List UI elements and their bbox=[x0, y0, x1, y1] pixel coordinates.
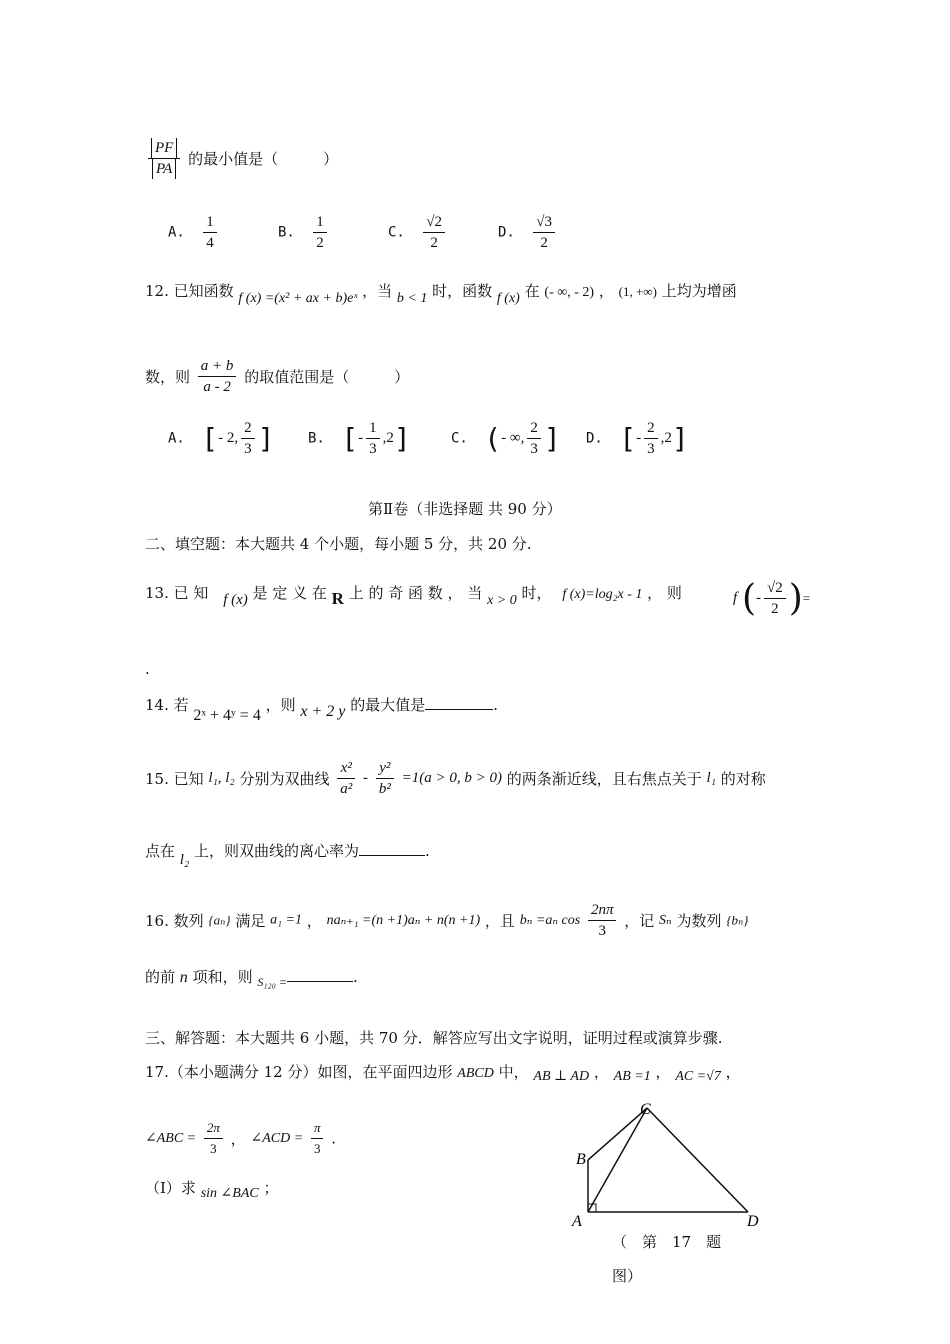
q17-figure-caption1: （ 第 17 题 bbox=[612, 1233, 722, 1251]
q11-option-b[interactable] bbox=[278, 212, 330, 253]
q12-options bbox=[168, 418, 688, 464]
option-fraction: $\frac{1}{2}$ bbox=[313, 212, 327, 253]
q12-option-a[interactable]: A. [- 2, $\frac{2}{3}$ ] bbox=[168, 420, 275, 457]
q12-option-c[interactable]: C. (- ∞, $\frac{2}{3}$ ] bbox=[451, 420, 561, 457]
option-fraction: $\frac{√2}{2}$ bbox=[423, 212, 445, 253]
option-fraction: $\frac{1}{4}$ bbox=[203, 212, 217, 253]
q12-fraction: $\frac{a + b}{a - 2}$ bbox=[198, 356, 237, 397]
q14-line: 14. 若 2ˣ + 4ʸ = 4 ，则 x + 2 y 的最大值是 . bbox=[145, 696, 498, 724]
q17-part1: （Ⅰ）求 sin ∠BAC ； bbox=[145, 1179, 279, 1201]
option-label: D. bbox=[498, 224, 515, 241]
q17-figure-caption2: 图） bbox=[612, 1267, 643, 1285]
q15-answer-blank[interactable] bbox=[359, 841, 425, 856]
edge-ac bbox=[588, 1108, 647, 1212]
q13-eval: f (- $\frac{√2}{2}$ )= bbox=[733, 578, 811, 619]
q17-line1: 17.（本小题满分 12 分）如图，在平面四边形 ABCD 中， AB ⊥ AD ， AB =1 ， AC =√7 ， bbox=[145, 1063, 741, 1084]
q11-stem-text: 的最小值是（ ） bbox=[188, 150, 339, 168]
q13-dot: . bbox=[145, 660, 150, 678]
q11-ratio-den: PA bbox=[152, 159, 176, 179]
vertex-label-b: B bbox=[576, 1151, 586, 1168]
q16-line2: 的前 n 项和，则 $_{S_{120} =}$ . bbox=[145, 968, 358, 989]
q12-function: f (x) =(x² + ax + b)eˣ bbox=[238, 291, 358, 306]
option-fraction: $\frac{√3}{2}$ bbox=[533, 212, 555, 253]
q11-option-d[interactable] bbox=[498, 212, 558, 253]
section3-heading: 三、解答题：本大题共 6 小题，共 70 分．解答应写出文字说明，证明过程或演算步骤. bbox=[145, 1029, 723, 1047]
edge-bc bbox=[588, 1108, 647, 1160]
section2-heading: 二、填空题：本大题共 4 个小题，每小题 5 分，共 20 分. bbox=[145, 535, 532, 553]
q11-stem bbox=[145, 138, 338, 179]
q12-option-d[interactable]: D. [- $\frac{2}{3}$ ,2] bbox=[586, 420, 689, 457]
q11-option-a[interactable] bbox=[168, 212, 220, 253]
q16-answer-blank[interactable] bbox=[287, 967, 353, 982]
q15-line1: 15. 已知 l₁, l₂ 分别为双曲线 $\frac{\text{x²}}{\text{a²}}$ - $\frac{\text{y²}}{\text{b²}}$ =1(a > 0, b > 0) 的两条渐近线，且右焦点关于 l₁ 的对称 bbox=[145, 760, 766, 797]
q13-line1: 13. 已 知 f (x) 是 定 义 在 R 上 的 奇 函 数 ， 当 x > 0 时， f (x)=log₂x - 1 ， 则 bbox=[145, 584, 682, 608]
option-label: B. bbox=[278, 224, 295, 241]
edge-cd bbox=[647, 1108, 748, 1212]
option-label: A. bbox=[168, 224, 185, 241]
q16-line1: 16. 数列 {aₙ} 满足 a₁ =1 ， naₙ₊₁ =(n +1)aₙ + n(n +1) ，且 bₙ =aₙ cos $\frac{2n\pi}{3}$ ，记 Sₙ 为数列 {bₙ} bbox=[145, 902, 749, 939]
vertex-label-a: A bbox=[572, 1213, 582, 1230]
q17-line2: ∠ABC = $\frac{2\pi}{3}$ ， ∠ACD = $\frac{\pi}{3}$ . bbox=[145, 1120, 337, 1156]
q12-line1: 12. 已知函数 f (x) =(x² + ax + b)eˣ ，当 b < 1 时，函数 f (x) 在 (- ∞, - 2) ， (1, +∞) 上均为增函 bbox=[145, 282, 737, 306]
q11-option-c[interactable] bbox=[388, 212, 448, 253]
q11-ratio-num: PF bbox=[151, 138, 177, 158]
vertex-label-d: D bbox=[747, 1213, 759, 1230]
vertex-label-c: C bbox=[640, 1101, 651, 1118]
q11-ratio bbox=[148, 138, 180, 179]
q11-options bbox=[168, 212, 608, 262]
q12-line2: 数，则 $\frac{a + b}{a - 2}$ 的取值范围是（ ） bbox=[145, 358, 410, 395]
option-label: C. bbox=[388, 224, 405, 241]
q15-line2: 点在 l₂ 上，则双曲线的离心率为 . bbox=[145, 842, 430, 868]
q17-figure bbox=[560, 1090, 780, 1240]
q12-option-b[interactable]: B. [- $\frac{1}{3}$ ,2] bbox=[308, 420, 411, 457]
part2-title: 第Ⅱ卷（非选择题 共 90 分） bbox=[368, 500, 562, 518]
q14-answer-blank[interactable] bbox=[425, 695, 493, 710]
